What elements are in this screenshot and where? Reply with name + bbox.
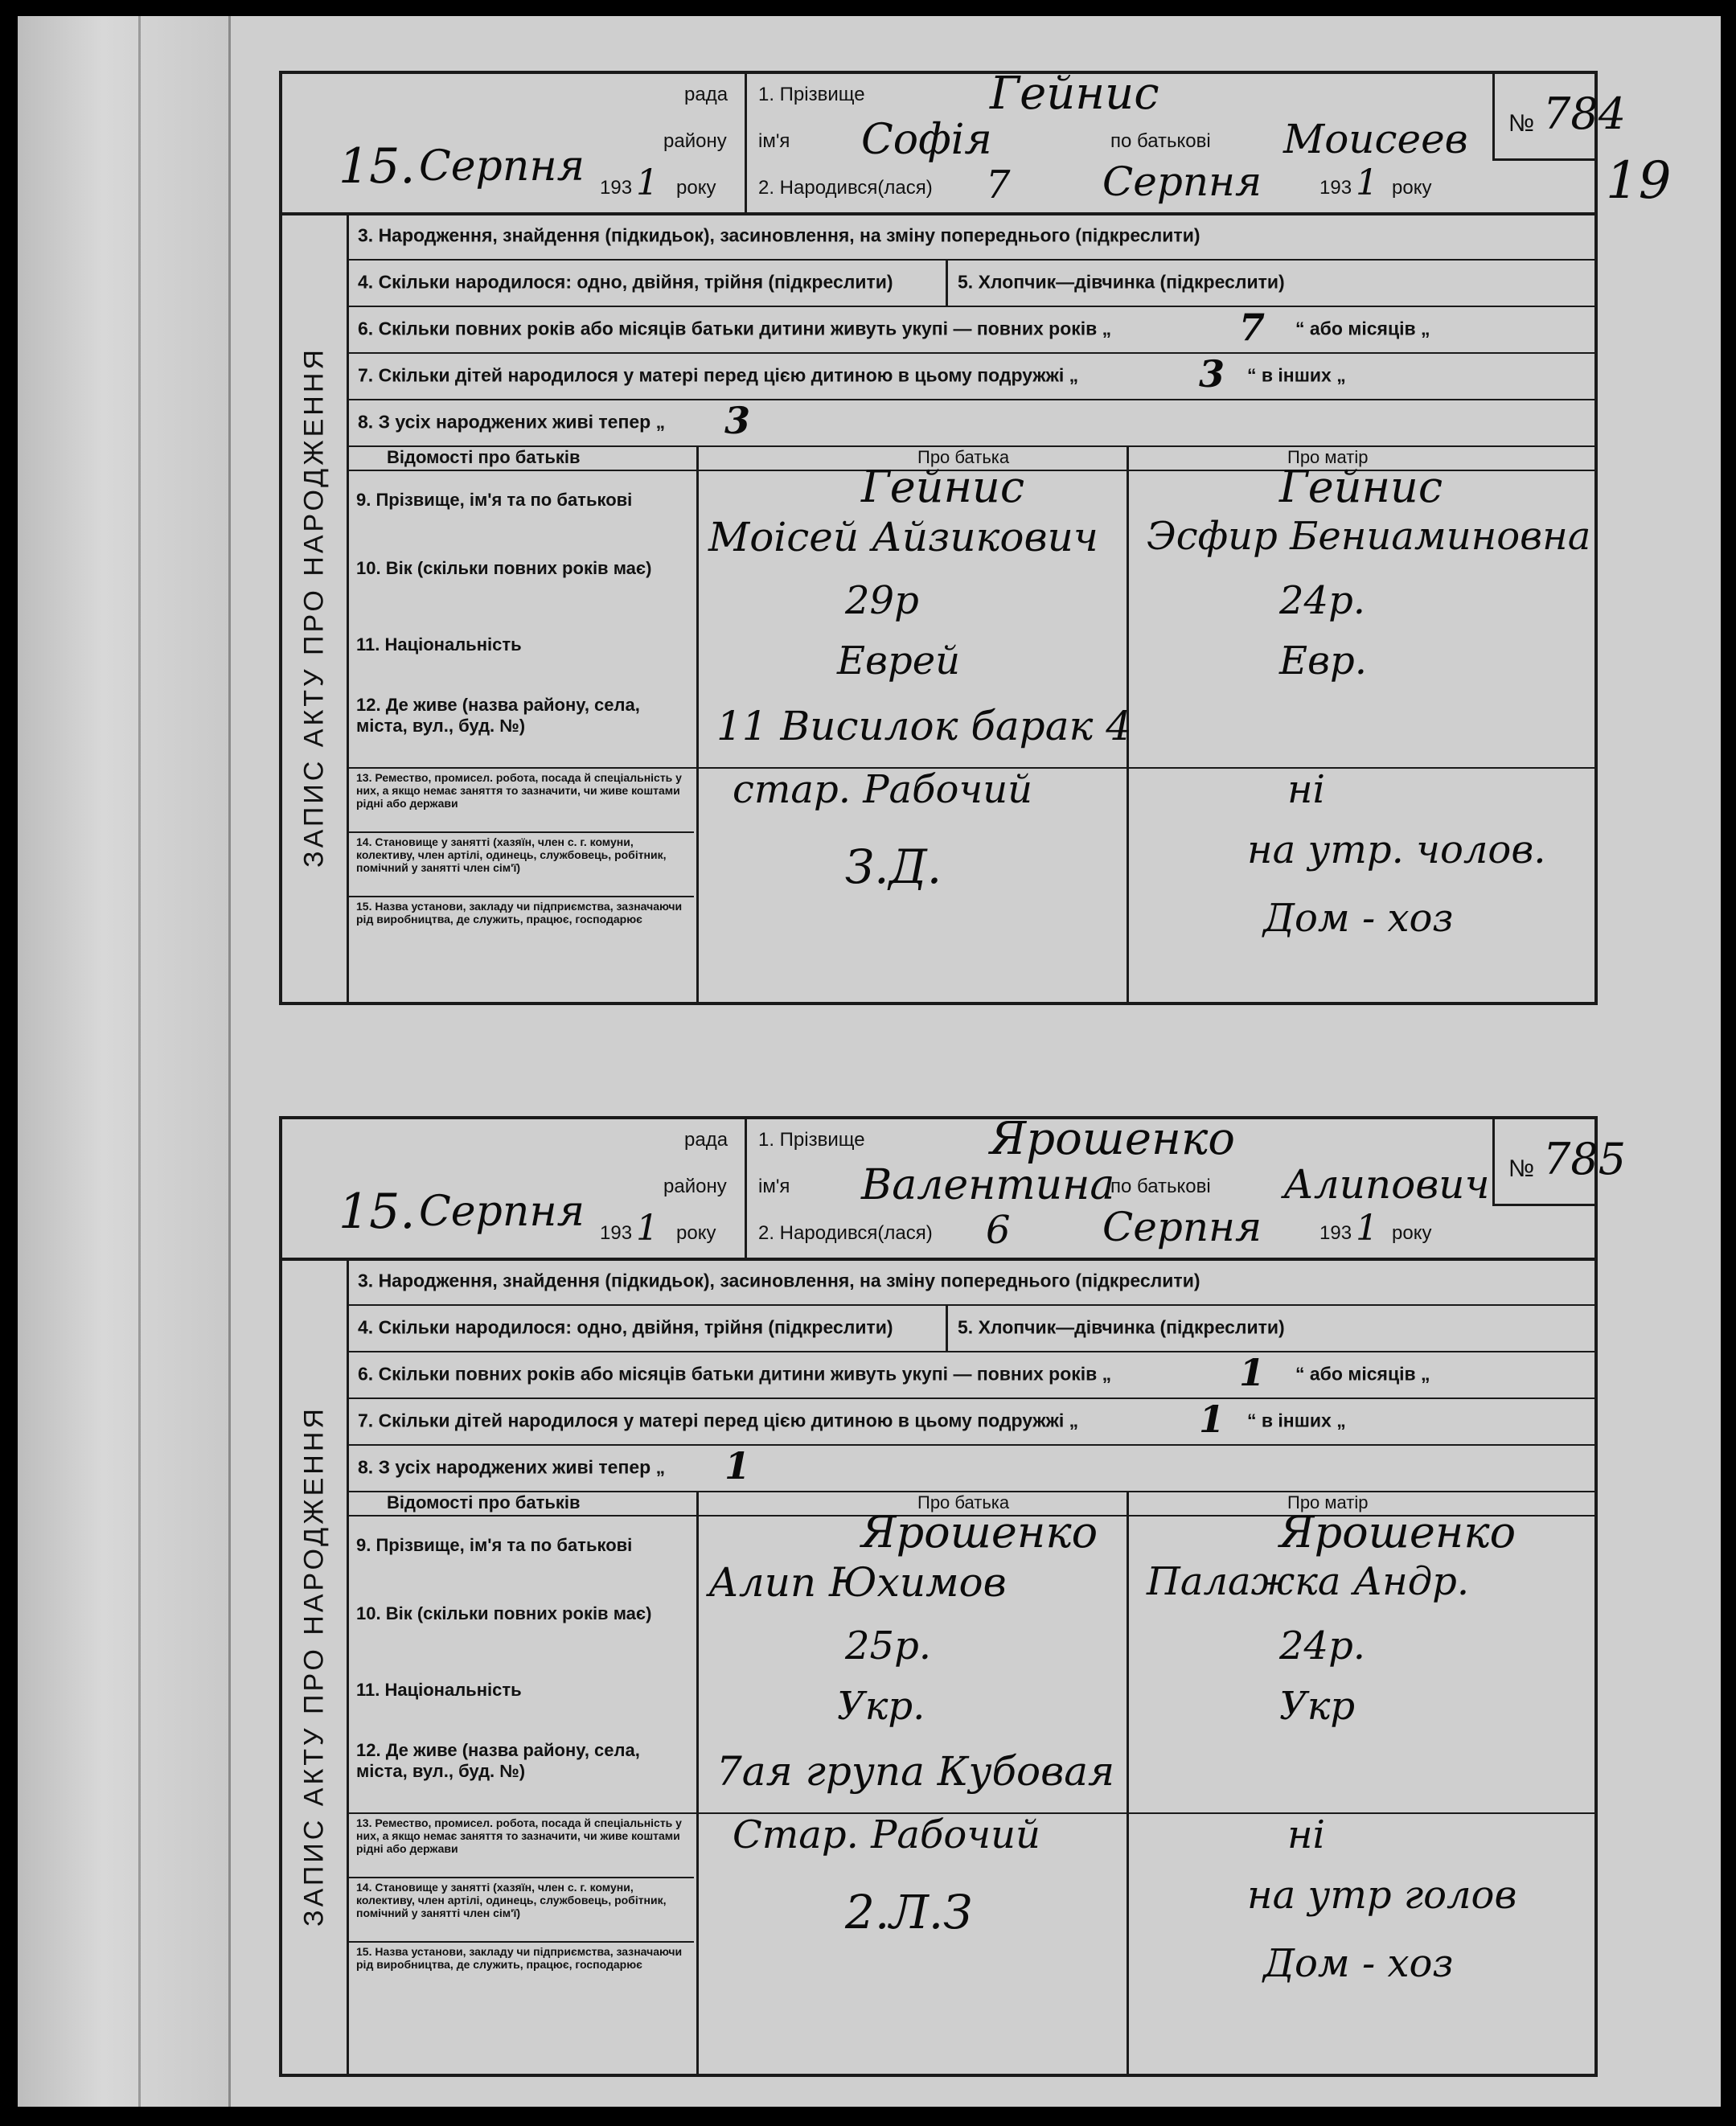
- name-label: ім'я: [758, 1176, 790, 1197]
- mother-age: 24р.: [1279, 578, 1366, 623]
- margin-mark: 19: [1606, 151, 1672, 211]
- child-name: Софія: [861, 116, 992, 164]
- mother-workplace: Дом - хоз: [1263, 1941, 1454, 1986]
- father-occupation: стар. Рабочий: [733, 767, 1033, 812]
- mother-workplace: Дом - хоз: [1263, 896, 1454, 941]
- document-page: [18, 16, 1721, 2107]
- roku-label: року: [676, 177, 716, 199]
- birth-roku-label: року: [1392, 1222, 1432, 1244]
- raion-label: району: [663, 130, 727, 152]
- registration-day: 15.: [339, 138, 416, 195]
- q6-row: 6. Скільки повних років або місяців батьки дитини живуть укупі — повних років „ 7 “ або місяців „: [347, 306, 1594, 354]
- registration-month: Серпня: [419, 142, 585, 191]
- q3-row: 3. Народження, знайдення (підкидьок), засиновлення, на зміну попереднього (підкреслити): [347, 212, 1594, 261]
- father-surname: Ярошенко: [861, 1507, 1098, 1558]
- mother-status: на утр голов: [1247, 1873, 1517, 1918]
- father-nationality: Укр.: [837, 1684, 925, 1729]
- father-address: 7ая група Кубовая: [716, 1748, 1115, 1795]
- mother-occupation: ні: [1287, 1812, 1325, 1857]
- q6-row: 6. Скільки повних років або місяців батьки дитини живуть укупі — повних років „ 1 “ або місяців „: [347, 1351, 1594, 1399]
- father-age: 25р.: [845, 1623, 932, 1668]
- reg-year-prefix: 193: [600, 1222, 633, 1244]
- patronymic-label: по батькові: [1110, 130, 1211, 152]
- q3-row: 3. Народження, знайдення (підкидьок), засиновлення, на зміну попереднього (підкреслити): [347, 1258, 1594, 1306]
- side-caption: [282, 212, 349, 1002]
- birth-day: 6: [986, 1208, 1011, 1253]
- q8-row: 8. З усіх народжених живі тепер „ 1: [347, 1444, 1594, 1492]
- child-patronymic: Алипович: [1283, 1161, 1490, 1208]
- mother-surname: Гейнис: [1279, 462, 1443, 512]
- parents-header-row: Відомості про батьків Про батька Про матір: [347, 445, 1594, 471]
- father-workplace: 2.Л.З: [845, 1885, 973, 1939]
- reg-year-prefix: 193: [600, 177, 633, 199]
- birth-record-form-784: [279, 68, 1627, 1005]
- side-title: ЗАПИС АКТУ ПРО НАРОДЖЕННЯ: [298, 1405, 330, 1927]
- record-number: 784: [1543, 88, 1627, 139]
- mother-status: на утр. чолов.: [1247, 827, 1546, 872]
- father-workplace: З.Д.: [845, 839, 942, 894]
- father-age: 29р: [845, 578, 919, 623]
- father-occupation: Стар. Рабочий: [733, 1812, 1040, 1857]
- mother-name: Палажка Андр.: [1147, 1559, 1470, 1604]
- registration-year-digit: 1: [636, 1208, 659, 1249]
- q4-row: 4. Скільки народилося: одно, двійня, трійня (підкреслити) 5. Хлопчик—дівчинка (підкреслити): [347, 1304, 1594, 1352]
- mother-age: 24р.: [1279, 1623, 1366, 1668]
- father-name: Моісей Айзикович: [708, 514, 1098, 560]
- father-nationality: Еврей: [837, 638, 961, 683]
- child-surname: Гейнис: [990, 68, 1159, 120]
- side-title: ЗАПИС АКТУ ПРО НАРОДЖЕННЯ: [298, 347, 330, 868]
- patronymic-label: по батькові: [1110, 1176, 1211, 1197]
- mother-nationality: Евр.: [1279, 638, 1367, 683]
- birth-year-digit: 1: [1356, 162, 1378, 203]
- birth-roku-label: року: [1392, 177, 1432, 199]
- surname-label: 1. Прізвище: [758, 84, 865, 105]
- father-address: 11 Висилок барак 4: [716, 703, 1132, 749]
- raion-label: району: [663, 1176, 727, 1197]
- birth-year-prefix: 193: [1319, 177, 1352, 199]
- mother-nationality: Укр: [1279, 1684, 1356, 1729]
- child-surname: Ярошенко: [990, 1113, 1236, 1165]
- form-header: [282, 1113, 1627, 1261]
- child-patronymic: Моисеев: [1283, 116, 1468, 162]
- child-name: Валентина: [861, 1161, 1115, 1209]
- surname-label: 1. Прізвище: [758, 1129, 865, 1151]
- rada-label: рада: [684, 84, 728, 105]
- mother-surname: Ярошенко: [1279, 1507, 1516, 1558]
- birth-year-digit: 1: [1356, 1208, 1378, 1249]
- birth-month: Серпня: [1102, 158, 1262, 205]
- mother-name: Эсфир Бениаминовна: [1147, 514, 1591, 559]
- registration-month: Серпня: [419, 1188, 585, 1236]
- q8-row: 8. З усіх народжених живі тепер „ 3: [347, 399, 1594, 447]
- rada-label: рада: [684, 1129, 728, 1151]
- form-header: [282, 68, 1627, 215]
- form-body: ЗАПИС АКТУ ПРО НАРОДЖЕННЯ 3. Народження, знайдення (підкидьок), засиновлення, на зміну попереднього (підкреслити) 4. Скільки народилося: одно, двійня, трійня (підкреслити) 5. Хлопчик—дівчинка (підкреслити) 6. Скільки повних років або місяців батьки дитини живуть укупі — повних років „ 7 “ або місяців „ 7. Скільки дітей народилося у матері перед цією дитиною в цьому подружжі „ 3 “ в інших „ 8. З усіх народжених живі тепер „ 3 Відомості про батьків Про батька Про матір 9. Прізвище, ім'я та по батькові 10. Вік (скільки повних років має) 11. Національність 12. Де живе (назва району, села, міста, вул., буд. №) 13. Ремество, промисел. робота, посада й спеціальність у них, а якщо немає заняття то зазначити, чи живе коштами рідні або держави 14. Становище у занятті (хазяїн, член с. г. комуни, колективу, член артілі, одинець, службовець, робітник, помічний у занятті член сім'ї) 15. Назва установи, закладу чи підприємства, зазначаючи рід виробництва, де служить, працює, господарює Гейнис Моісей Айзикович 29р Еврей 11 Висилок барак 4 стар. Рабочий З.Д. Гейнис Эсфир Бениаминовна 24р. Евр. ні на утр. чолов. Дом - хоз: [282, 212, 1594, 1002]
- q7-row: 7. Скільки дітей народилося у матері перед цією дитиною в цьому подружжі „ 3 “ в інших „: [347, 352, 1594, 400]
- number-label: №: [1508, 1155, 1535, 1182]
- birth-year-prefix: 193: [1319, 1222, 1352, 1244]
- birth-month: Серпня: [1102, 1204, 1262, 1250]
- mother-occupation: ні: [1287, 767, 1325, 812]
- born-label: 2. Народився(лася): [758, 177, 933, 199]
- birth-record-form-785: [279, 1113, 1627, 2077]
- q7-row: 7. Скільки дітей народилося у матері перед цією дитиною в цьому подружжі „ 1 “ в інших „: [347, 1397, 1594, 1446]
- registration-day: 15.: [339, 1184, 416, 1240]
- registration-year-digit: 1: [636, 162, 659, 203]
- born-label: 2. Народився(лася): [758, 1222, 933, 1244]
- side-caption: [282, 1258, 349, 2074]
- name-label: ім'я: [758, 130, 790, 152]
- form-body: ЗАПИС АКТУ ПРО НАРОДЖЕННЯ 3. Народження, знайдення (підкидьок), засиновлення, на зміну попереднього (підкреслити) 4. Скільки народилося: одно, двійня, трійня (підкреслити) 5. Хлопчик—дівчинка (підкреслити) 6. Скільки повних років або місяців батьки дитини живуть укупі — повних років „ 1 “ або місяців „ 7. Скільки дітей народилося у матері перед цією дитиною в цьому подружжі „ 1 “ в інших „ 8. З усіх народжених живі тепер „ 1 Відомості про батьків Про батька Про матір 9. Прізвище, ім'я та по батькові 10. Вік (скільки повних років має) 11. Національність 12. Де живе (назва району, села, міста, вул., буд. №) 13. Ремество, промисел. робота, посада й спеціальність у них, а якщо немає заняття то зазначити, чи живе коштами рідні або держави 14. Становище у занятті (хазяїн, член с. г. комуни, колективу, член артілі, одинець, службовець, робітник, помічний у занятті член сім'ї) 15. Назва установи, закладу чи підприємства, зазначаючи рід виробництва, де служить, працює, господарює Ярошенко Алип Юхимов 25р. Укр. 7ая група Кубовая Стар. Рабочий 2.Л.З Ярошенко Палажка Андр. 24р. Укр ні на утр голов Дом - хоз: [282, 1258, 1594, 2074]
- father-surname: Гейнис: [861, 462, 1025, 512]
- birth-day: 7: [986, 162, 1011, 207]
- roku-label: року: [676, 1222, 716, 1244]
- parents-header-row: Відомості про батьків Про батька Про матір: [347, 1491, 1594, 1517]
- father-name: Алип Юхимов: [708, 1559, 1007, 1606]
- q4-row: 4. Скільки народилося: одно, двійня, трійня (підкреслити) 5. Хлопчик—дівчинка (підкреслити): [347, 259, 1594, 307]
- number-label: №: [1508, 110, 1535, 137]
- record-number: 785: [1543, 1134, 1627, 1184]
- binding-strip: [18, 16, 231, 2107]
